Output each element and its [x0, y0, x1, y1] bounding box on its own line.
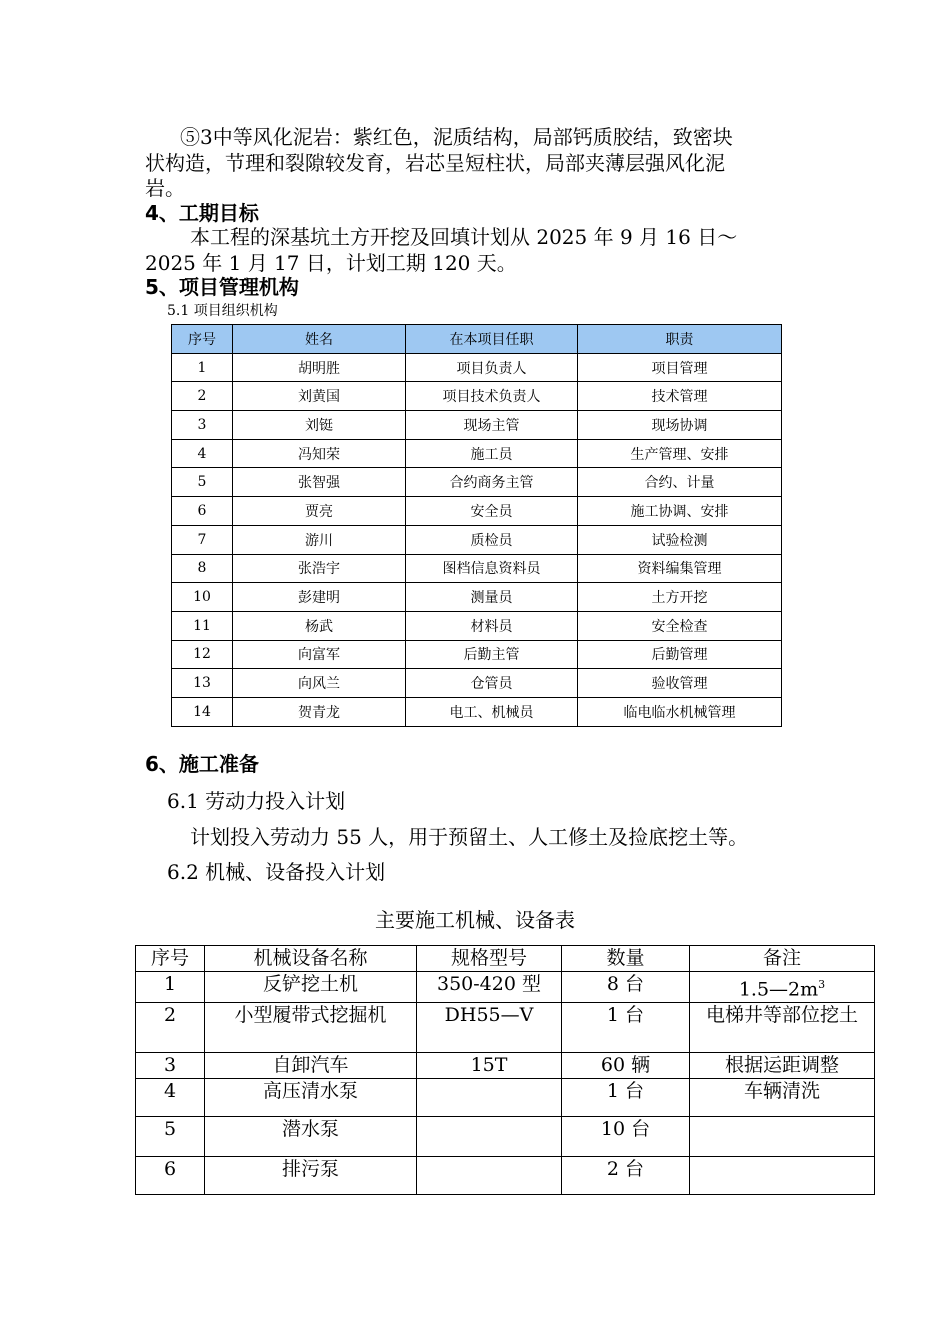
schedule-text-line2: 2025 年 1 月 17 日，计划工期 120 天。: [145, 251, 517, 275]
table-cell: 项目管理: [578, 353, 782, 382]
table-cell: 自卸汽车: [205, 1053, 417, 1079]
table-cell: 高压清水泵: [205, 1079, 417, 1117]
org-table-header-row: [172, 325, 782, 354]
equipment-table: [135, 945, 875, 1195]
table-cell: 冯知荣: [233, 439, 406, 468]
table-cell: 6: [136, 1157, 205, 1195]
table-row: [172, 554, 782, 583]
equipment-table-title: 主要施工机械、设备表: [375, 908, 575, 932]
equipment-plan-subheading: 6.2 机械、设备投入计划: [167, 860, 386, 884]
table-cell: 12: [172, 640, 233, 669]
equipment-header-cell: 数量: [562, 946, 690, 972]
org-header-cell: 姓名: [233, 325, 406, 354]
table-cell: 合约、计量: [578, 468, 782, 497]
table-cell: 试验检测: [578, 525, 782, 554]
table-cell: 1 台: [562, 1079, 690, 1117]
org-table: [171, 324, 782, 727]
table-cell: DH55—V: [417, 1003, 562, 1053]
table-cell: 刘铤: [233, 411, 406, 440]
table-cell: 8: [172, 554, 233, 583]
table-cell: 贺青龙: [233, 697, 406, 726]
table-row: [136, 1003, 875, 1053]
table-row: [172, 611, 782, 640]
table-cell: 11: [172, 611, 233, 640]
table-row: [172, 439, 782, 468]
table-row: [172, 640, 782, 669]
section5-heading: 5、项目管理机构: [145, 275, 299, 299]
table-cell: 施工协调、安排: [578, 497, 782, 526]
table-cell: 项目技术负责人: [406, 382, 578, 411]
org-header-cell: 序号: [172, 325, 233, 354]
table-cell: 向风兰: [233, 669, 406, 698]
schedule-text-line1: 本工程的深基坑土方开挖及回填计划从 2025 年 9 月 16 日～: [190, 225, 738, 249]
table-cell: 技术管理: [578, 382, 782, 411]
table-cell: 5: [136, 1117, 205, 1157]
table-cell: 贾亮: [233, 497, 406, 526]
table-cell: 6: [172, 497, 233, 526]
table-cell: 2: [136, 1003, 205, 1053]
table-cell: 安全员: [406, 497, 578, 526]
table-row: [136, 1117, 875, 1157]
table-cell: 合约商务主管: [406, 468, 578, 497]
table-cell: 350-420 型: [417, 972, 562, 1003]
rock-description-line2: 状构造，节理和裂隙较发育，岩芯呈短柱状，局部夹薄层强风化泥: [145, 151, 725, 175]
table-cell: 验收管理: [578, 669, 782, 698]
table-cell: 1: [172, 353, 233, 382]
table-cell: 临电临水机械管理: [578, 697, 782, 726]
note-text: 1.5—2m: [738, 978, 819, 1001]
table-row: [136, 1079, 875, 1117]
table-cell: 13: [172, 669, 233, 698]
section6-heading: 6、施工准备: [145, 752, 259, 776]
table-row: [172, 411, 782, 440]
table-cell: 质检员: [406, 525, 578, 554]
table-cell: 向富军: [233, 640, 406, 669]
equipment-header-cell: 序号: [136, 946, 205, 972]
labor-plan-subheading: 6.1 劳动力投入计划: [167, 789, 346, 813]
table-cell: 现场协调: [578, 411, 782, 440]
table-cell: [417, 1157, 562, 1195]
table-row: [136, 1157, 875, 1195]
table-row: [172, 669, 782, 698]
rock-description-line1: ⑤3中等风化泥岩：紫红色，泥质结构，局部钙质胶结，致密块: [180, 125, 733, 149]
table-cell: 刘黄国: [233, 382, 406, 411]
table-cell: 电梯井等部位挖土: [690, 1003, 875, 1053]
org-table-body: [172, 353, 782, 726]
table-cell: 5: [172, 468, 233, 497]
org-header-cell: 职责: [578, 325, 782, 354]
table-cell: 3: [172, 411, 233, 440]
table-row: [172, 382, 782, 411]
table-row: [172, 468, 782, 497]
table-cell: 施工员: [406, 439, 578, 468]
table-cell: 安全检查: [578, 611, 782, 640]
table-cell: 8 台: [562, 972, 690, 1003]
table-cell: 后勤主管: [406, 640, 578, 669]
table-cell: [690, 972, 875, 1003]
table-cell: 游川: [233, 525, 406, 554]
table-row: [172, 353, 782, 382]
table-cell: 胡明胜: [233, 353, 406, 382]
labor-plan-text: 计划投入劳动力 55 人，用于预留土、人工修土及捡底挖土等。: [190, 825, 749, 849]
table-cell: 仓管员: [406, 669, 578, 698]
table-cell: 现场主管: [406, 411, 578, 440]
table-row: [172, 497, 782, 526]
table-cell: 10: [172, 583, 233, 612]
table-cell: 反铲挖土机: [205, 972, 417, 1003]
equipment-header-cell: 机械设备名称: [205, 946, 417, 972]
table-cell: 60 辆: [562, 1053, 690, 1079]
table-cell: 图档信息资料员: [406, 554, 578, 583]
table-row: [172, 583, 782, 612]
table-cell: 2 台: [562, 1157, 690, 1195]
equipment-header-cell: 规格型号: [417, 946, 562, 972]
table-cell: 14: [172, 697, 233, 726]
org-table-caption: 5.1 项目组织机构: [167, 303, 278, 319]
table-cell: 电工、机械员: [406, 697, 578, 726]
equipment-header-cell: 备注: [690, 946, 875, 972]
rock-description-line3: 岩。: [145, 176, 185, 200]
table-cell: 4: [172, 439, 233, 468]
table-cell: [417, 1079, 562, 1117]
table-cell: 排污泵: [205, 1157, 417, 1195]
table-cell: 生产管理、安排: [578, 439, 782, 468]
table-cell: 张智强: [233, 468, 406, 497]
table-cell: 7: [172, 525, 233, 554]
table-row: [172, 697, 782, 726]
table-cell: [690, 1117, 875, 1157]
section4-heading: 4、工期目标: [145, 201, 259, 225]
table-cell: 杨武: [233, 611, 406, 640]
table-cell: 1: [136, 972, 205, 1003]
table-cell: 10 台: [562, 1117, 690, 1157]
equipment-table-header-row: [136, 946, 875, 972]
table-cell: 小型履带式挖掘机: [205, 1003, 417, 1053]
org-header-cell: 在本项目任职: [406, 325, 578, 354]
table-cell: 潜水泵: [205, 1117, 417, 1157]
table-cell: 彭建明: [233, 583, 406, 612]
table-row: [172, 525, 782, 554]
note-superscript: 3: [818, 978, 826, 991]
table-cell: 车辆清洗: [690, 1079, 875, 1117]
table-row: [136, 972, 875, 1003]
table-cell: 张浩宇: [233, 554, 406, 583]
table-cell: 后勤管理: [578, 640, 782, 669]
table-cell: 资料编集管理: [578, 554, 782, 583]
table-cell: 4: [136, 1079, 205, 1117]
table-cell: 土方开挖: [578, 583, 782, 612]
table-cell: 2: [172, 382, 233, 411]
table-cell: 测量员: [406, 583, 578, 612]
table-row: [136, 1053, 875, 1079]
table-cell: 根据运距调整: [690, 1053, 875, 1079]
table-cell: 15T: [417, 1053, 562, 1079]
table-cell: 项目负责人: [406, 353, 578, 382]
equipment-table-body: [136, 972, 875, 1195]
table-cell: 材料员: [406, 611, 578, 640]
table-cell: [417, 1117, 562, 1157]
table-cell: 3: [136, 1053, 205, 1079]
table-cell: [690, 1157, 875, 1195]
table-cell: 1 台: [562, 1003, 690, 1053]
